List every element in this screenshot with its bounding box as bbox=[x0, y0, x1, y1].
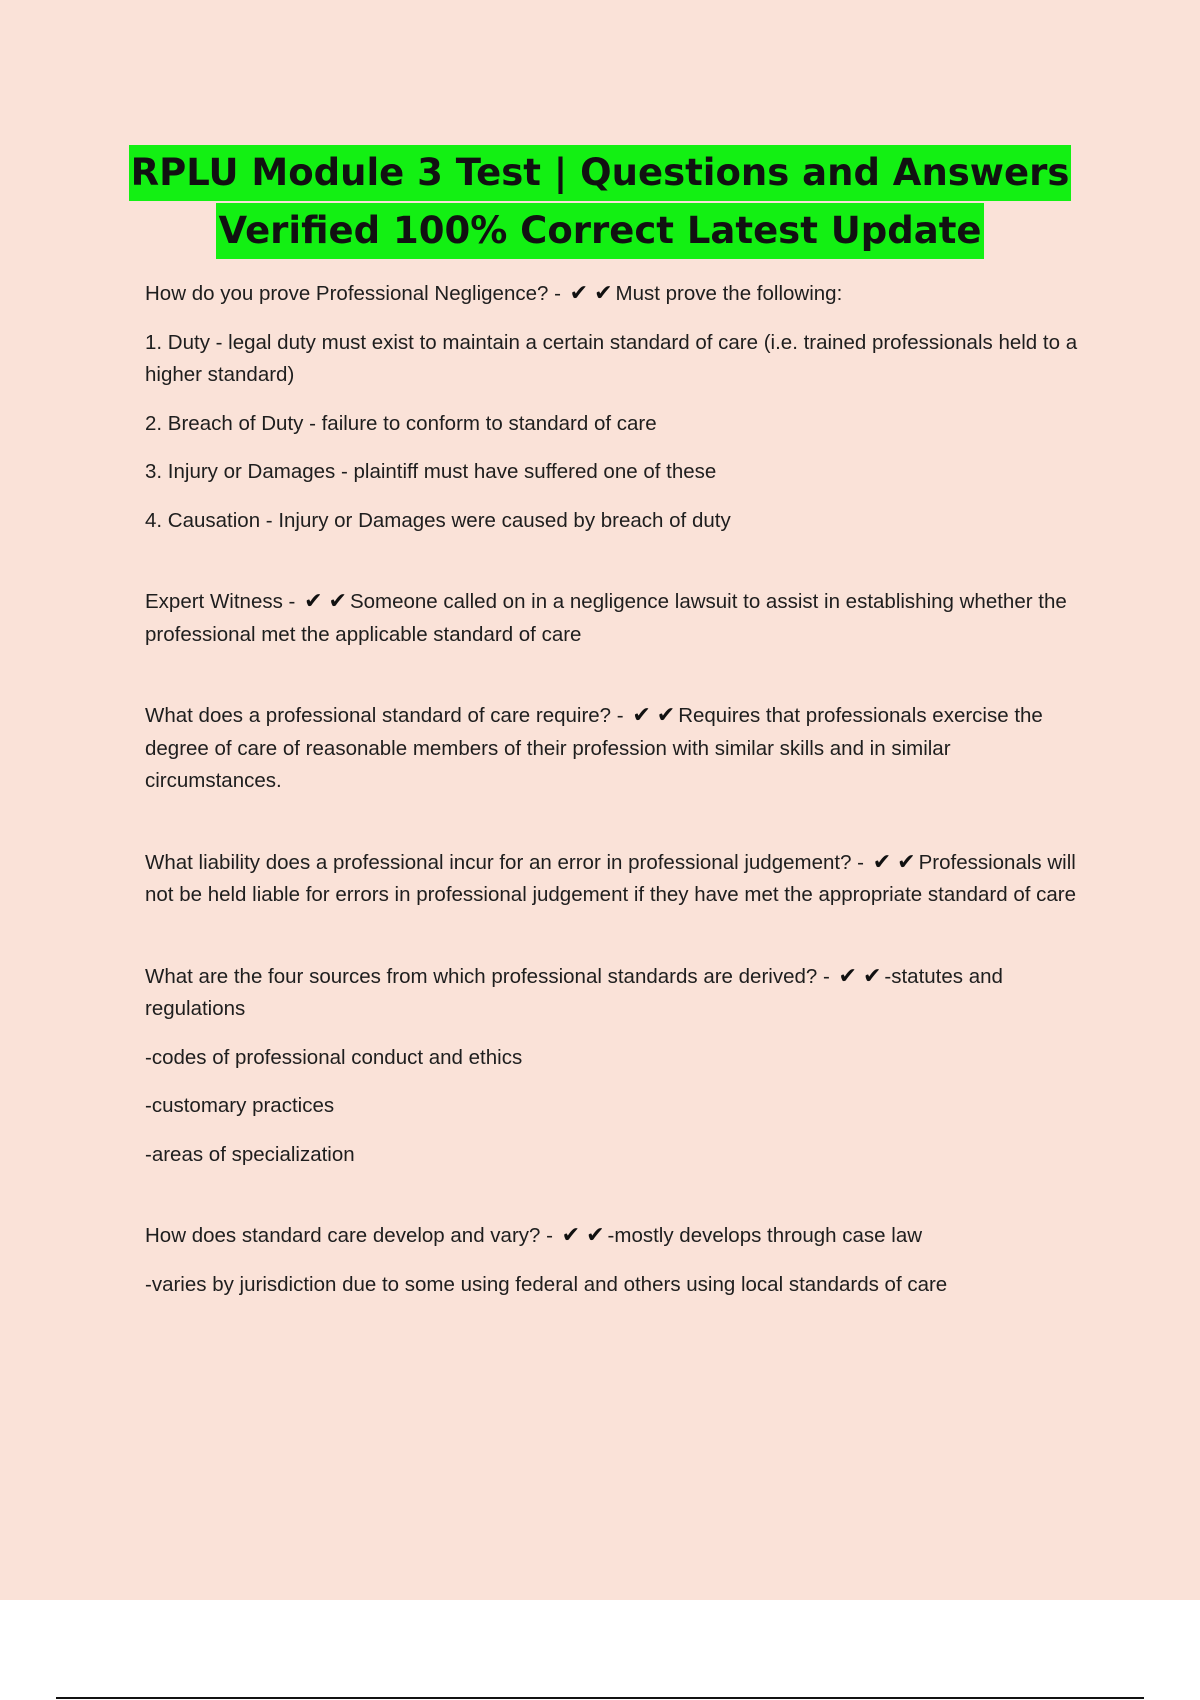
question-text: What does a professional standard of care require? - bbox=[145, 704, 624, 727]
check-icon: ✔ bbox=[838, 963, 857, 989]
answer-text: -mostly develops through case law bbox=[607, 1224, 923, 1247]
check-icon: ✔ bbox=[328, 589, 347, 614]
answer-line: -codes of professional conduct and ethics bbox=[145, 1045, 523, 1069]
answer-line: 1. Duty - legal duty must exist to maintain a certain standard of care (i.e. trained professionals held to a higher standard) bbox=[145, 330, 1078, 386]
qa-item bbox=[145, 847, 1090, 912]
question-text: How does standard care develop and vary? - bbox=[145, 1224, 553, 1247]
check-icon: ✔ bbox=[632, 703, 651, 728]
check-icon: ✔ bbox=[586, 1223, 605, 1248]
check-icon: ✔ bbox=[594, 281, 613, 306]
check-icon: ✔ bbox=[561, 1223, 581, 1248]
answer-text: -statutes and regulations bbox=[145, 964, 1003, 1020]
qa-item bbox=[145, 700, 1090, 798]
answer-line: -areas of specialization bbox=[145, 1142, 355, 1166]
answer-line: 2. Breach of Duty - failure to conform to standard of care bbox=[145, 411, 657, 435]
title-line-2: Verified 100% Correct Latest Update bbox=[216, 203, 983, 259]
answer-line: -varies by jurisdiction due to some using federal and others using local standards of care bbox=[145, 1272, 948, 1296]
check-icon: ✔ bbox=[569, 281, 589, 306]
check-icon: ✔ bbox=[656, 703, 676, 728]
answer-line: 4. Causation - Injury or Damages were caused by breach of duty bbox=[145, 508, 731, 532]
answer-line: 3. Injury or Damages - plaintiff must have suffered one of these bbox=[145, 460, 717, 483]
document-title bbox=[0, 145, 1200, 261]
answer-text: Professionals will not be held liable for errors in professional judgement if they have met the appropriate standard of care bbox=[145, 850, 1077, 906]
footer-divider bbox=[56, 1697, 1144, 1699]
question-text: What liability does a professional incur for an error in professional judgement? - bbox=[145, 850, 865, 874]
check-icon: ✔ bbox=[304, 589, 323, 614]
qa-item bbox=[145, 278, 1090, 311]
qa-item bbox=[145, 961, 1090, 1026]
check-icon: ✔ bbox=[862, 963, 882, 989]
question-text: What are the four sources from which professional standards are derived? - bbox=[145, 964, 830, 988]
answer-text: Must prove the following: bbox=[615, 282, 843, 305]
answer-text: Requires that professionals exercise the degree of care of reasonable members of their profession with similar skills and in similar circumstances. bbox=[145, 704, 1043, 792]
qa-item bbox=[145, 1220, 1090, 1253]
qa-content bbox=[145, 278, 1090, 1317]
title-line-1: RPLU Module 3 Test | Questions and Answers bbox=[129, 145, 1072, 201]
qa-item bbox=[145, 586, 1090, 651]
question-text: How do you prove Professional Negligence? - bbox=[145, 282, 561, 305]
check-icon: ✔ bbox=[897, 849, 916, 875]
answer-text: Someone called on in a negligence lawsuit to assist in establishing whether the professional met the applicable standard of care bbox=[145, 590, 1067, 646]
question-text: Expert Witness - bbox=[145, 590, 296, 613]
check-icon: ✔ bbox=[872, 849, 892, 875]
answer-line: -customary practices bbox=[145, 1094, 335, 1117]
